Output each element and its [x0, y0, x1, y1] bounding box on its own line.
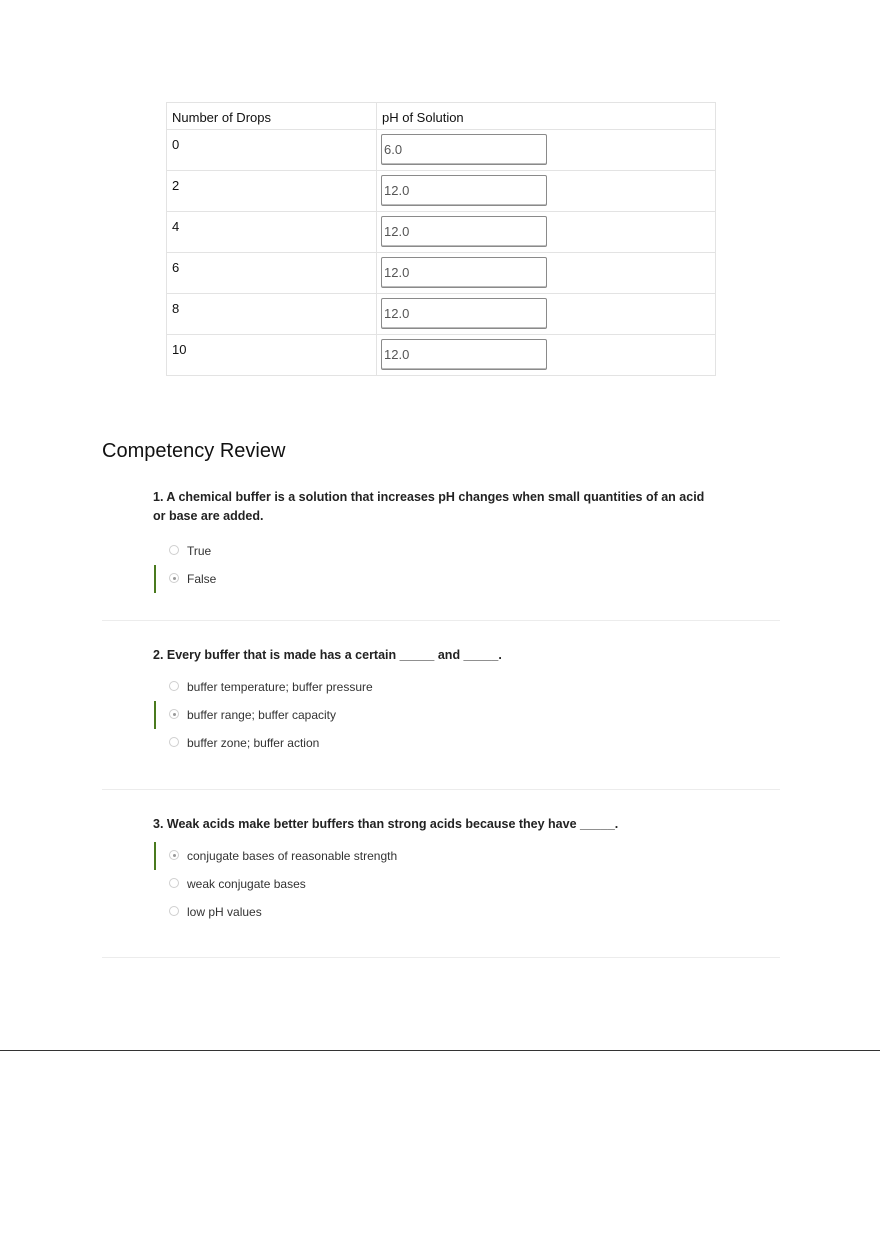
- option-buffer-temperature[interactable]: [154, 673, 780, 701]
- ph-cell: [377, 335, 716, 376]
- question-text: 2. Every buffer that is made has a certain _____ and _____.: [153, 648, 502, 662]
- ph-input[interactable]: [381, 339, 547, 370]
- section-title: Competency Review: [102, 440, 286, 462]
- table-row: [167, 130, 716, 171]
- radio-button[interactable]: [169, 850, 179, 860]
- ph-input[interactable]: [381, 175, 547, 206]
- option-buffer-range[interactable]: [154, 701, 780, 729]
- header-number-of-drops: Number of Drops: [167, 103, 377, 130]
- table-header-row: [167, 103, 716, 130]
- option-low-ph-values[interactable]: [154, 898, 780, 926]
- option-weak-conjugate-bases[interactable]: [154, 870, 780, 898]
- page-divider: [0, 1050, 880, 1051]
- drops-cell: 10: [167, 335, 377, 376]
- table-row: [167, 171, 716, 212]
- option-true[interactable]: [154, 537, 780, 565]
- radio-button[interactable]: [169, 709, 179, 719]
- ph-input[interactable]: [381, 216, 547, 247]
- table-row: [167, 212, 716, 253]
- drops-cell: 0: [167, 130, 377, 171]
- question-2: [102, 646, 780, 790]
- drops-cell: 4: [167, 212, 377, 253]
- ph-input[interactable]: [381, 134, 547, 165]
- ph-input[interactable]: [381, 257, 547, 288]
- question-text: 3. Weak acids make better buffers than strong acids because they have _____.: [153, 817, 619, 831]
- radio-button[interactable]: [169, 737, 179, 747]
- option-label: low pH values: [187, 905, 262, 919]
- table-row: [167, 294, 716, 335]
- radio-button[interactable]: [169, 906, 179, 916]
- drops-cell: 6: [167, 253, 377, 294]
- ph-cell: [377, 212, 716, 253]
- drops-cell: 2: [167, 171, 377, 212]
- radio-button[interactable]: [169, 878, 179, 888]
- option-label: True: [187, 544, 212, 558]
- answer-options: [102, 673, 780, 757]
- answer-options: [102, 537, 780, 593]
- option-label: False: [187, 572, 217, 586]
- question-3: [102, 815, 780, 958]
- drops-ph-table: [166, 102, 716, 376]
- answer-options: [102, 842, 780, 926]
- option-buffer-zone[interactable]: [154, 729, 780, 757]
- question-text: 1. A chemical buffer is a solution that increases pH changes when small quantities of an acid or base are added.: [153, 490, 705, 523]
- option-label: buffer temperature; buffer pressure: [187, 680, 373, 694]
- ph-cell: [377, 253, 716, 294]
- radio-button[interactable]: [169, 573, 179, 583]
- ph-cell: [377, 130, 716, 171]
- option-label: conjugate bases of reasonable strength: [187, 849, 398, 863]
- drops-cell: 8: [167, 294, 377, 335]
- ph-cell: [377, 294, 716, 335]
- option-label: weak conjugate bases: [187, 877, 306, 891]
- ph-input[interactable]: [381, 298, 547, 329]
- option-conjugate-bases[interactable]: [154, 842, 780, 870]
- radio-button[interactable]: [169, 681, 179, 691]
- table-row: [167, 335, 716, 376]
- ph-cell: [377, 171, 716, 212]
- table-row: [167, 253, 716, 294]
- radio-button[interactable]: [169, 545, 179, 555]
- question-1: [102, 488, 780, 621]
- option-false[interactable]: [154, 565, 780, 593]
- header-ph-of-solution: pH of Solution: [377, 103, 716, 130]
- option-label: buffer range; buffer capacity: [187, 708, 336, 722]
- option-label: buffer zone; buffer action: [187, 736, 320, 750]
